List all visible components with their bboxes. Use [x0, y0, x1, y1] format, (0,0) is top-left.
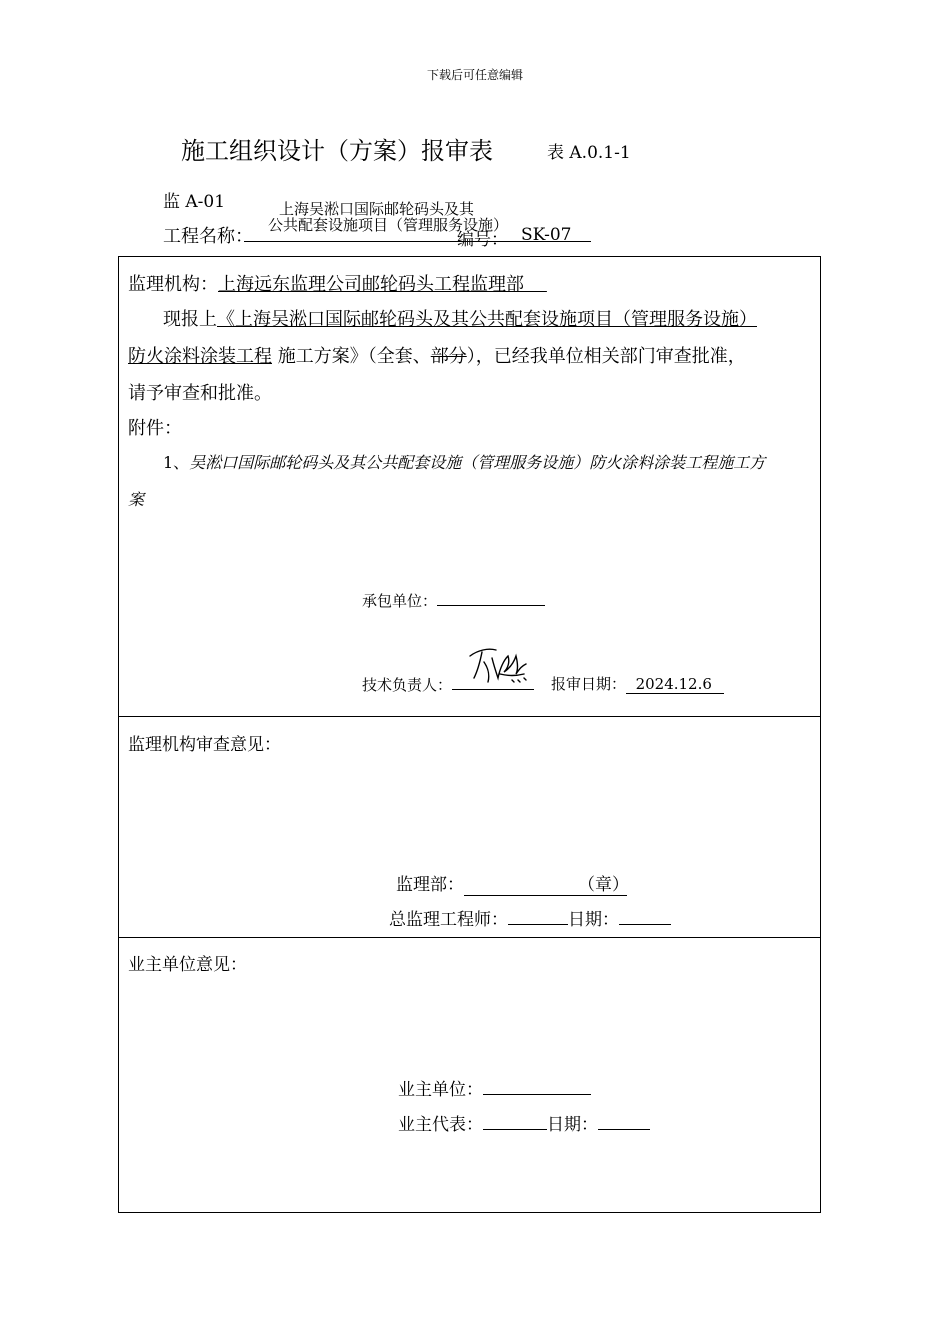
report-doc-title-1: 《上海吴淞口国际邮轮码头及其公共配套设施项目（管理服务设施） — [217, 309, 757, 330]
attachment-text-2: 案 — [128, 490, 145, 509]
chief-engineer-label: 总监理工程师： — [389, 910, 508, 930]
project-name-line2: 公共配套设施项目（管理服务设施） — [268, 216, 509, 234]
agency-label: 监理机构： — [128, 274, 218, 295]
owner-unit-blank — [483, 1078, 591, 1095]
report-doc-title-2: 防火涂料涂装工程 — [128, 346, 272, 367]
report-line-2 — [128, 342, 746, 368]
owner-unit-row — [398, 1075, 591, 1100]
contractor-blank — [437, 589, 545, 606]
tech-lead-label: 技术负责人： — [362, 676, 453, 694]
contractor-row — [362, 589, 545, 611]
attachment-number: 1、 — [163, 453, 190, 472]
supervision-review-label: 监理机构审查意见： — [128, 735, 281, 755]
supervision-dept-label: 监理部： — [396, 875, 464, 895]
attachment-item-1 — [163, 450, 765, 473]
supervision-dept-row — [396, 870, 627, 896]
owner-opinion-label: 业主单位意见： — [128, 955, 247, 975]
report-date-row — [551, 673, 724, 694]
contractor-label: 承包单位： — [362, 592, 438, 610]
report-prefix: 现报上 — [163, 309, 217, 330]
supervision-date-label: 日期： — [568, 910, 619, 930]
owner-unit-label: 业主单位： — [398, 1080, 483, 1100]
signature-image — [464, 638, 536, 690]
page-title: 施工组织设计（方案）报审表 — [181, 137, 493, 165]
owner-date-blank — [598, 1113, 650, 1130]
report-line-3: 请予审查和批准。 — [128, 383, 272, 404]
chief-engineer-row — [389, 905, 671, 930]
owner-rep-row — [398, 1110, 650, 1135]
table-code: 表 A.0.1-1 — [547, 143, 631, 163]
owner-date-label: 日期： — [547, 1115, 598, 1135]
report-strike: 部分 — [430, 346, 467, 367]
chief-engineer-blank — [508, 908, 568, 925]
agency-value: 上海远东监理公司邮轮码头工程监理部 — [218, 274, 524, 295]
owner-rep-label: 业主代表： — [398, 1115, 483, 1135]
project-name-line1: 上海吴淞口国际邮轮码头及其 — [279, 200, 475, 218]
supervision-seal: （章） — [464, 870, 627, 896]
serial-label: 编号： — [457, 230, 508, 250]
supervision-date-blank — [619, 908, 671, 925]
header-note: 下载后可任意编辑 — [426, 68, 523, 82]
report-line-1 — [163, 305, 757, 331]
serial-value: SK-07 — [521, 225, 572, 245]
owner-rep-blank — [483, 1113, 547, 1130]
report-date-value: 2024.12.6 — [626, 675, 724, 694]
attachment-label: 附件： — [128, 418, 182, 439]
report-date-label: 报审日期： — [551, 675, 627, 693]
report-suffix: ），已经我单位相关部门审查批准， — [466, 346, 746, 367]
attachment-text-1: 吴淞口国际邮轮码头及其公共配套设施（管理服务设施）防火涂料涂装工程施工方 — [189, 453, 766, 472]
report-doc-title-3: 施工方案》（全套、 — [277, 346, 431, 367]
project-name-label: 工程名称： — [163, 226, 253, 247]
form-code: 监 A-01 — [163, 192, 226, 212]
